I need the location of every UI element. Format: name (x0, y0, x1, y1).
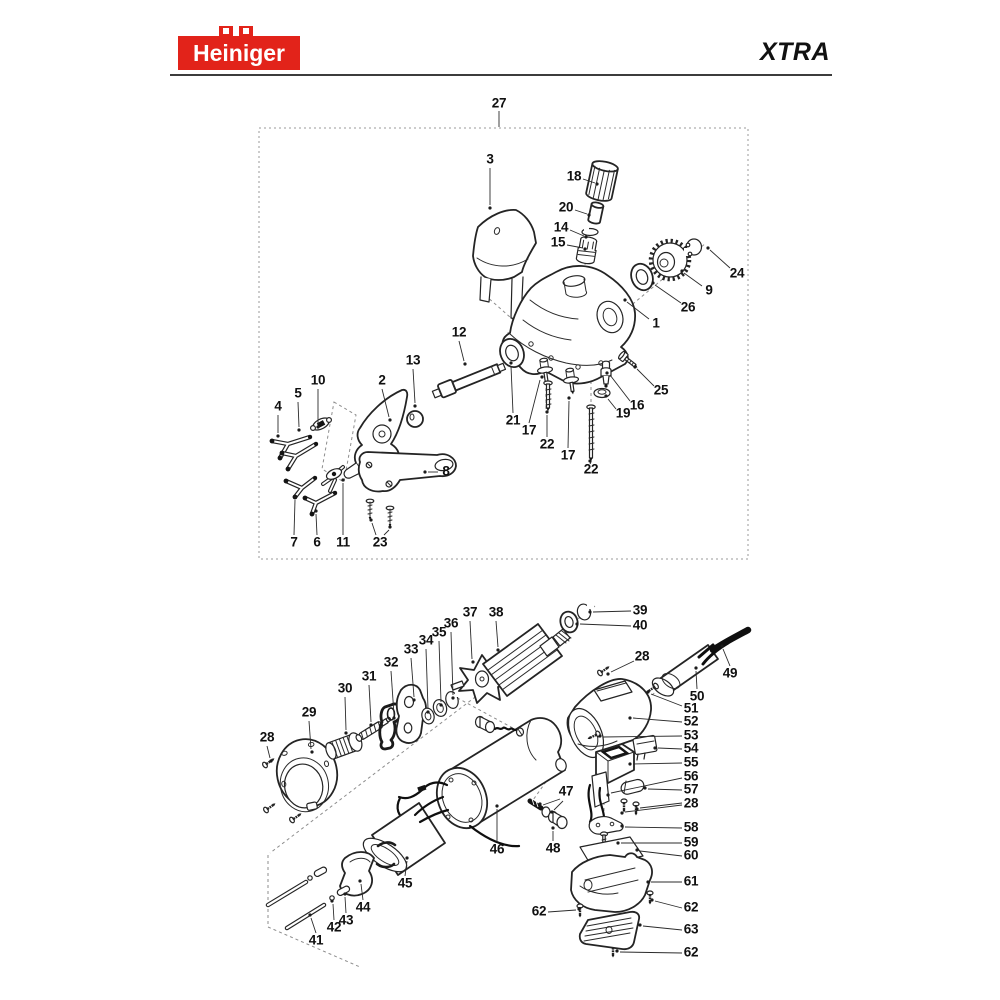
leader-dot (358, 879, 361, 882)
leader-line (333, 904, 334, 920)
leader-dot (598, 734, 601, 737)
leader-line (580, 624, 631, 626)
leader-line (294, 500, 295, 535)
leader-line (267, 746, 270, 758)
part-label-30: 30 (337, 680, 353, 696)
leader-dot (316, 425, 319, 428)
part-63-base-plate (580, 912, 639, 949)
leader-dot (488, 206, 491, 209)
part-label-7: 7 (290, 534, 298, 550)
leader-line (548, 910, 576, 912)
part-label-62: 62 (531, 903, 547, 919)
leader-line (459, 341, 464, 361)
part-label-11: 11 (336, 534, 350, 550)
leader-dot (423, 470, 426, 473)
part-label-13: 13 (405, 352, 421, 368)
leader-dot (605, 371, 608, 374)
part-46-body-tube (428, 718, 568, 836)
leader-dot (633, 365, 636, 368)
part-label-61: 61 (683, 873, 699, 889)
leader-dot (643, 786, 646, 789)
part-58-contact-plate (589, 817, 623, 835)
leader-line (369, 685, 371, 722)
leader-line (413, 369, 415, 403)
part-label-57: 57 (683, 781, 699, 797)
part-47-brush-screw-lower (530, 799, 550, 817)
leader-dot (623, 298, 626, 301)
part-13-ball (407, 411, 423, 427)
part-label-51: 51 (683, 700, 699, 716)
part-24-circlip (684, 239, 702, 256)
leader-dot (646, 880, 649, 883)
part-label-28: 28 (259, 729, 275, 745)
leader-dot (471, 660, 474, 663)
leader-dot (567, 396, 570, 399)
leader-dot (540, 375, 543, 378)
leader-dot (628, 716, 631, 719)
part-label-58: 58 (683, 819, 699, 835)
leader-dot (550, 810, 553, 813)
part-label-22: 22 (539, 436, 555, 452)
part-19-washer-nut (594, 389, 610, 398)
part-label-4: 4 (274, 398, 282, 414)
part-label-49: 49 (722, 665, 738, 681)
leader-dot (635, 848, 638, 851)
part-label-62: 62 (683, 899, 699, 915)
leader-line (316, 514, 317, 535)
part-50-cord-sleeve (649, 645, 718, 700)
leader-line (633, 763, 682, 764)
part-label-25: 25 (653, 382, 669, 398)
leader-dot (297, 428, 300, 431)
part-label-33: 33 (403, 641, 419, 657)
leader-line (648, 789, 682, 790)
leader-line (610, 375, 630, 401)
part-label-14: 14 (553, 219, 569, 235)
leader-dot (653, 746, 656, 749)
leader-line (723, 649, 730, 666)
leader-dot (392, 716, 395, 719)
part-label-20: 20 (558, 199, 574, 215)
leader-dot (412, 698, 415, 701)
part-label-56: 56 (683, 768, 699, 784)
leader-dot (369, 723, 372, 726)
part-label-43: 43 (338, 912, 354, 928)
part-12-eccentric-shaft (431, 359, 507, 400)
leader-line (298, 402, 299, 427)
leader-dot (413, 404, 416, 407)
part-6-fork (303, 491, 337, 516)
part-label-6: 6 (313, 534, 321, 550)
part-label-28: 28 (634, 648, 650, 664)
leader-dot (269, 759, 272, 762)
leader-line (426, 649, 428, 709)
part-label-9: 9 (705, 282, 713, 298)
part-label-28: 28 (683, 795, 699, 811)
part-label-16: 16 (629, 397, 645, 413)
part-label-26: 26 (680, 299, 696, 315)
leader-dot (628, 762, 631, 765)
part-25-screw (618, 351, 641, 371)
leader-dot (650, 898, 653, 901)
leader-dot (405, 856, 408, 859)
leader-line (593, 611, 631, 612)
leader-dot (587, 213, 590, 216)
leader-dot (343, 892, 346, 895)
leader-line (575, 210, 587, 214)
part-label-53: 53 (683, 727, 699, 743)
part-label-47: 47 (558, 783, 574, 799)
leader-line (470, 621, 472, 659)
part-label-40: 40 (632, 617, 648, 633)
leader-line (658, 748, 682, 749)
leader-dot (388, 418, 391, 421)
part-label-63: 63 (683, 921, 699, 937)
leader-dot (439, 703, 442, 706)
part-10-center-post (311, 416, 332, 433)
part-8-bottom-plate (359, 452, 456, 491)
leader-dot (369, 518, 372, 521)
part-label-17: 17 (521, 422, 537, 438)
leader-dot (583, 247, 586, 250)
leader-dot (635, 807, 638, 810)
part-label-52: 52 (683, 713, 699, 729)
part-14-ring (582, 226, 598, 236)
leader-line (655, 901, 682, 908)
leader-dot (293, 495, 296, 498)
leader-dot (720, 644, 723, 647)
leader-dot (451, 696, 454, 699)
leader-line (529, 380, 540, 423)
part-label-21: 21 (505, 412, 521, 428)
leader-dot (595, 182, 598, 185)
leader-dot (680, 269, 683, 272)
part-label-46: 46 (489, 841, 505, 857)
leader-dot (646, 690, 649, 693)
part-label-8: 8 (442, 463, 450, 479)
leader-line (640, 851, 682, 856)
part-label-15: 15 (550, 234, 566, 250)
part-label-48: 48 (545, 840, 561, 856)
leader-dot (588, 610, 591, 613)
part-label-34: 34 (418, 632, 434, 648)
leader-line (710, 250, 730, 268)
part-label-2: 2 (378, 372, 386, 388)
part-label-1: 1 (652, 315, 660, 331)
leader-dot (314, 509, 317, 512)
part-label-44: 44 (355, 899, 371, 915)
part-label-18: 18 (566, 168, 582, 184)
part-label-22: 22 (583, 461, 599, 477)
part-11-fork-center (323, 467, 343, 491)
leader-line (311, 918, 316, 933)
leader-line (496, 621, 498, 647)
leader-dot (577, 907, 580, 910)
leader-dot (308, 913, 311, 916)
part-41-rods (268, 866, 328, 928)
leader-line (637, 369, 654, 386)
part-label-38: 38 (488, 604, 504, 620)
leader-dot (330, 899, 333, 902)
leader-dot (615, 949, 618, 952)
part-16-oil-nipple (601, 361, 611, 387)
leader-dot (620, 811, 623, 814)
leader-line (439, 641, 441, 702)
leader-dot (545, 410, 548, 413)
leader-dot (620, 824, 623, 827)
part-7-fork (284, 476, 317, 499)
leader-dot (426, 710, 429, 713)
leader-line (620, 952, 682, 953)
leader-dot (606, 672, 609, 675)
part-9-gear-wheel (651, 241, 689, 279)
part-31-worm-shaft (355, 715, 392, 742)
part-48-brush-cap (549, 812, 568, 829)
part-20-spring-sleeve (588, 201, 604, 224)
leader-dot (606, 793, 609, 796)
leader-line (554, 801, 563, 810)
part-label-60: 60 (683, 847, 699, 863)
leader-dot (388, 525, 391, 528)
leader-line (684, 273, 702, 286)
part-label-55: 55 (683, 754, 699, 770)
part-label-19: 19 (615, 405, 631, 421)
part-label-59: 59 (683, 834, 699, 850)
leader-line (611, 661, 634, 672)
leader-dot (496, 648, 499, 651)
leader-dot (310, 750, 313, 753)
leader-dot (276, 434, 279, 437)
leader-line (625, 827, 682, 828)
leader-dot (538, 802, 541, 805)
part-label-42: 42 (326, 919, 342, 935)
leader-dot (604, 394, 607, 397)
part-label-36: 36 (443, 615, 459, 631)
leader-line (643, 926, 682, 930)
brand-name: Heiniger (192, 40, 286, 66)
leader-dot (575, 622, 578, 625)
part-23-screws (366, 499, 394, 527)
part-label-54: 54 (683, 740, 699, 756)
part-label-3: 3 (486, 151, 494, 167)
part-label-62: 62 (683, 944, 699, 960)
part-label-5: 5 (294, 385, 302, 401)
part-label-27: 27 (491, 95, 507, 111)
part-label-29: 29 (301, 704, 317, 720)
part-label-32: 32 (383, 654, 399, 670)
leader-line (372, 523, 376, 535)
model-title: XTRA (759, 38, 830, 66)
part-label-39: 39 (632, 602, 648, 618)
part-47-carbon-brush-upper (476, 717, 524, 737)
leader-dot (651, 281, 654, 284)
leader-dot (551, 826, 554, 829)
part-label-10: 10 (310, 372, 326, 388)
part-label-35: 35 (431, 624, 447, 640)
leader-dot (509, 361, 512, 364)
leader-dot (694, 666, 697, 669)
leader-dot (616, 841, 619, 844)
leader-line (345, 697, 346, 730)
part-61-bottom-shell (571, 853, 652, 912)
part-label-50: 50 (689, 688, 705, 704)
leader-dot (463, 362, 466, 365)
leader-dot (495, 804, 498, 807)
part-15-threaded-bushing (576, 236, 598, 265)
part-label-17: 17 (560, 447, 576, 463)
leader-line (511, 366, 513, 413)
leader-line (345, 897, 346, 913)
part-label-31: 31 (361, 668, 377, 684)
leader-line (655, 285, 681, 303)
part-label-24: 24 (729, 265, 745, 281)
leader-dot (341, 478, 344, 481)
leader-line (543, 799, 560, 805)
leader-dot (344, 731, 347, 734)
leader-dot (706, 246, 709, 249)
part-label-45: 45 (397, 875, 413, 891)
part-label-23: 23 (372, 534, 388, 550)
leader-dot (584, 235, 587, 238)
part-label-12: 12 (451, 324, 467, 340)
part-label-41: 41 (308, 932, 324, 948)
leader-dot (638, 923, 641, 926)
leader-line (568, 401, 569, 448)
part-label-37: 37 (462, 604, 478, 620)
